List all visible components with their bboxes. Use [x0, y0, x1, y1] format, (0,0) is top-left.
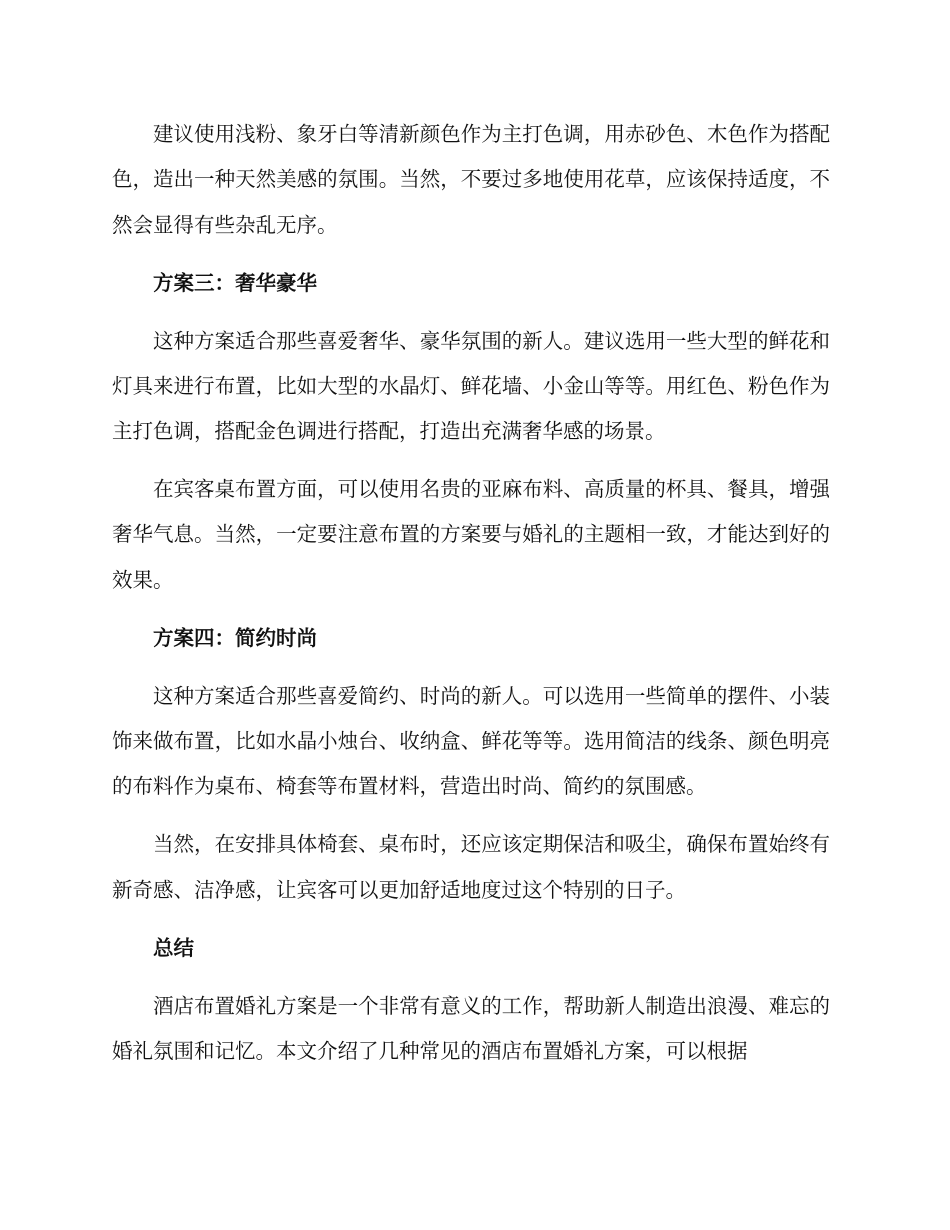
section-heading-plan-four: 方案四：简约时尚 [153, 625, 317, 650]
paragraph-summary: 酒店布置婚礼方案是一个非常有意义的工作，帮助新人制造出浪漫、难忘的婚礼氛围和记忆。本文介绍了几种常见的酒店布置婚礼方案，可以根据 [112, 993, 830, 1063]
paragraph-color-advice: 建议使用浅粉、象牙白等清新颜色作为主打色调，用赤砂色、木色作为搭配色，造出一种天然美感的氛围。当然，不要过多地使用花草，应该保持适度，不然会显得有些杂乱无序。 [112, 122, 830, 237]
paragraph-simple-intro: 这种方案适合那些喜爱简约、时尚的新人。可以选用一些简单的摆件、小装饰来做布置，比如水晶小烛台、收纳盒、鲜花等等。选用简洁的线条、颜色明亮的布料作为桌布、椅套等布置材料，营造出时尚、简约的氛围感。 [112, 683, 830, 799]
paragraph-luxury-intro: 这种方案适合那些喜爱奢华、豪华氛围的新人。建议选用一些大型的鲜花和灯具来进行布置，比如大型的水晶灯、鲜花墙、小金山等等。用红色、粉色作为主打色调，搭配金色调进行搭配，打造出充满奢华感的场景。 [112, 328, 830, 444]
paragraph-simple-maintenance: 当然，在安排具体椅套、桌布时，还应该定期保洁和吸尘，确保布置始终有新奇感、洁净感，让宾客可以更加舒适地度过这个特别的日子。 [112, 832, 830, 902]
section-heading-summary: 总结 [153, 935, 194, 960]
section-heading-plan-three: 方案三：奢华豪华 [153, 270, 317, 295]
document-page [112, 112, 830, 1087]
paragraph-luxury-tables: 在宾客桌布置方面，可以使用名贵的亚麻布料、高质量的杯具、餐具，增强奢华气息。当然，一定要注意布置的方案要与婚礼的主题相一致，才能达到好的效果。 [112, 477, 830, 592]
